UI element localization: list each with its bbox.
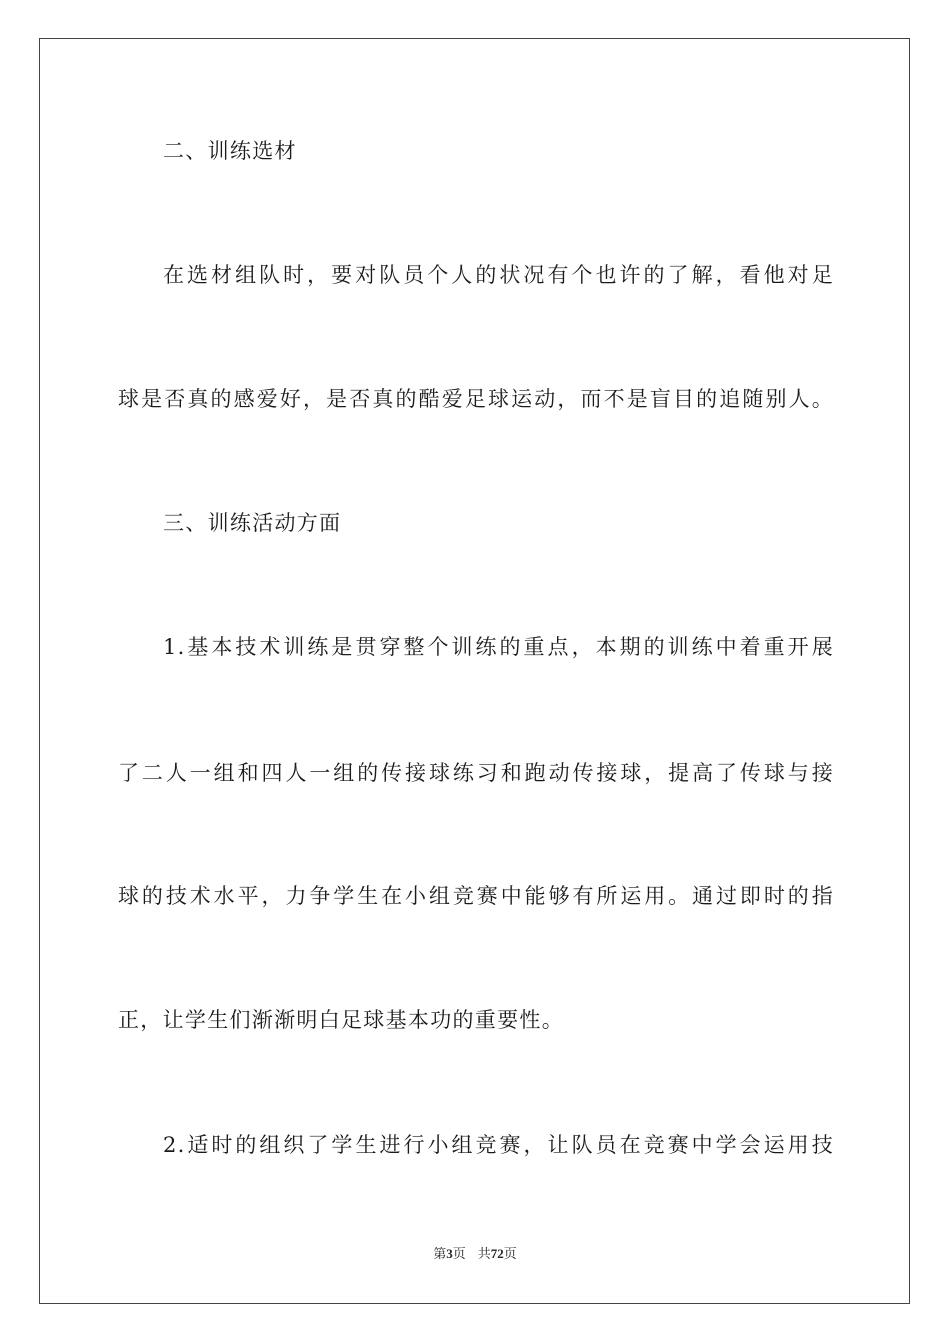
section-heading-training-activities: 三、训练活动方面 [163,511,342,535]
paragraph-line: 2.适时的组织了学生进行小组竞赛，让队员在竞赛中学会运用技 [163,1133,834,1157]
paragraph-line: 球的技术水平，力争学生在小组竞赛中能够有所运用。通过即时的指 [118,884,834,908]
paragraph-line: 球是否真的感爱好，是否真的酷爱足球运动，而不是盲目的追随别人。 [118,387,834,411]
paragraph-line: 正，让学生们渐渐明白足球基本功的重要性。 [118,1008,564,1032]
page-prefix: 第 [433,1246,447,1261]
page-suffix: 页 [452,1246,466,1261]
page-border [39,38,910,1304]
page-footer [0,1245,950,1263]
paragraph-line: 在选材组队时，要对队员个人的状况有个也许的了解，看他对足 [163,263,834,287]
section-heading-training-selection: 二、训练选材 [163,139,297,163]
paragraph-line: 了二人一组和四人一组的传接球练习和跑动传接球，提高了传球与接 [118,761,834,785]
paragraph-line: 1.基本技术训练是贯穿整个训练的重点，本期的训练中着重开展 [163,635,834,659]
total-prefix: 共 [477,1246,491,1261]
total-pages: 72 [490,1246,504,1261]
page-number: 3 [446,1246,453,1261]
total-suffix: 页 [503,1246,517,1261]
